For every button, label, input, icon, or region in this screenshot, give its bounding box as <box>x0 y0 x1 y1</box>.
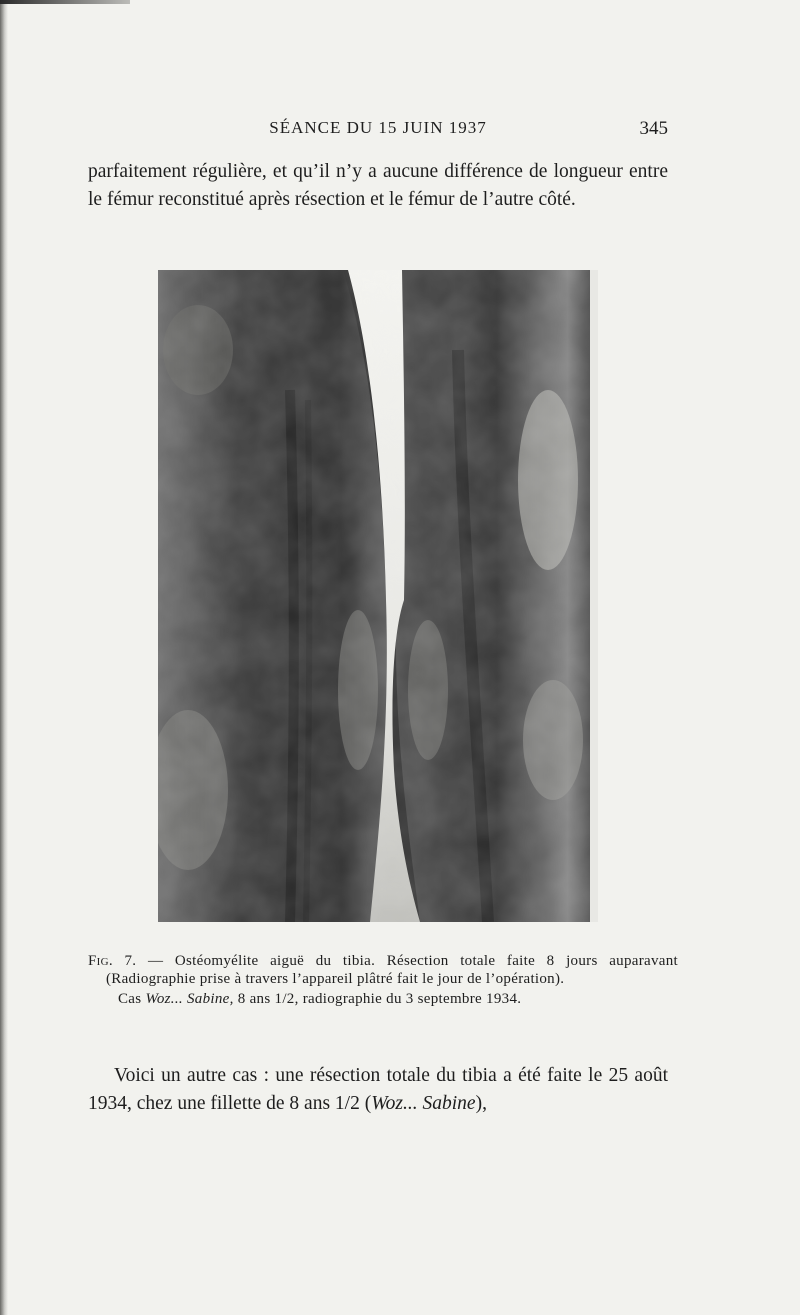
caption-case-name: Woz... Sabine, <box>145 991 234 1007</box>
radiograph-figure <box>158 270 598 922</box>
caption-case-prefix: Cas <box>118 991 146 1007</box>
caption-label: Fig. 7. <box>88 953 137 969</box>
caption-main <box>88 952 678 988</box>
caption-dash: — <box>136 953 175 969</box>
paragraph-bottom <box>88 1062 668 1118</box>
figure-caption <box>88 952 678 1008</box>
page-number: 345 <box>639 118 668 139</box>
running-title: SÉANCE DU 15 JUIN 1937 <box>269 118 487 137</box>
paragraph-bottom-closing: ), <box>475 1093 487 1114</box>
radiograph-image <box>158 270 598 922</box>
caption-text: Ostéomyélite aiguë du tibia. Résection totale faite 8 jours auparavant (Radiographie prise à travers l’appareil plâtré fait le jour de l’opération). <box>106 953 678 987</box>
page-top-shadow <box>0 0 130 4</box>
paragraph-bottom-text: Voici un autre cas : une résection totale du tibia a été faite le 25 août 1934, chez une fillette de 8 ans 1/2 ( <box>88 1065 668 1114</box>
page-binding-edge <box>0 0 8 1315</box>
paragraph-top: parfaitement régulière, et qu’il n’y a aucune différence de longueur entre le fémur reconstitué après résection et le fémur de l’autre côté. <box>88 161 668 210</box>
paragraph-bottom-name: Woz... Sabine <box>371 1093 476 1114</box>
caption-case <box>88 990 678 1008</box>
caption-case-rest: 8 ans 1/2, radiographie du 3 septembre 1934. <box>233 991 522 1007</box>
running-head <box>88 118 668 146</box>
